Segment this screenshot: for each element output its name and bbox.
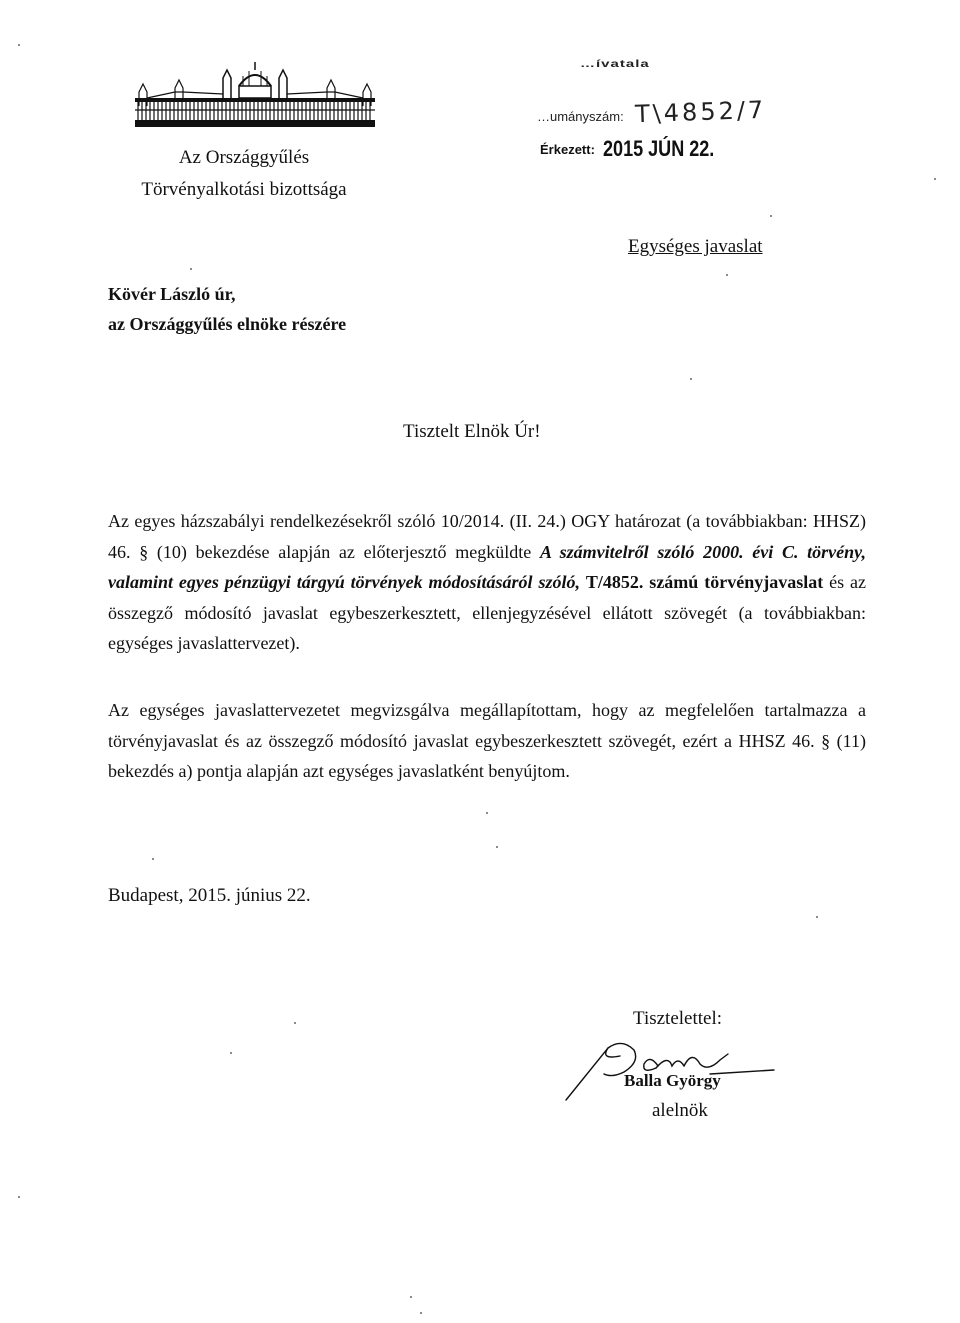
closing: Tisztelettel: [633,1008,723,1029]
place-date: Budapest, 2015. június 22. [108,885,311,906]
addressee-title: az Országgyűlés elnöke részére [108,314,347,334]
stamp-received-date: 2015 JÚN 22. [603,136,715,161]
stamp-received-label: Érkezett: [540,142,595,157]
bill-number: T/4852. számú törvényjavaslat [585,572,824,592]
scan-speck [816,916,818,918]
scan-speck [496,846,498,848]
salutation: Tisztelt Elnök Úr! [403,421,541,442]
stamp-registration-number: T\4852/7 [634,95,767,129]
para1-text-end: és az összegző módosító javaslat egybeszerkesztett, ellenjegyzésével ellátott szövegét (a továbbiakban: egységes javaslattervezet). [108,572,866,653]
body-paragraph-2: Az egységes javaslattervezetet megvizsgálva megállapítottam, hogy az megfelelően tartalmazza a törvényjavaslat és az összegző módosító javaslat egybeszerkesztett szövegét, ezért a HHSZ 46. § (11) bekezdés a) pontja alapján azt egységes javaslatként benyújtom. [108,700,866,781]
addressee-name: Kövér László úr, [108,284,236,304]
scan-speck [294,1022,296,1024]
scan-speck [770,215,772,217]
para1-text: Az egyes házszabályi rendelkezésekről szóló 10/2014. (II. 24.) OGY határozat (a továbbiakban: HHSZ) 46. § (10) bekezdése alapján az előterjesztő megküldte [108,511,866,562]
scan-speck [934,178,936,180]
scan-speck [486,812,488,814]
scan-speck [726,274,728,276]
scan-speck [230,1052,232,1054]
stamp-registration-label: …umányszám: [537,109,624,124]
scan-speck [152,858,154,860]
parliament-building-icon [135,62,375,128]
body-paragraph-1 [108,506,866,659]
stamp-office-partial: …ívatala [580,58,650,70]
bill-title: A számvitelről szóló 2000. évi C. törvény, valamint egyes pénzügyi tárgyú törvények módosításáról szóló, [108,541,866,592]
document-type: Egységes javaslat [628,236,763,257]
scan-speck [18,1196,20,1198]
signer-role: alelnök [652,1100,708,1121]
scan-speck [18,44,20,46]
organization-name: Az Országgyűlés [178,147,310,168]
scan-speck [190,268,192,270]
signer-name: Balla György [624,1071,721,1090]
committee-name: Törvényalkotási bizottsága [141,179,347,200]
scan-speck [690,378,692,380]
scan-speck [410,1296,412,1298]
scan-speck [420,1312,422,1314]
